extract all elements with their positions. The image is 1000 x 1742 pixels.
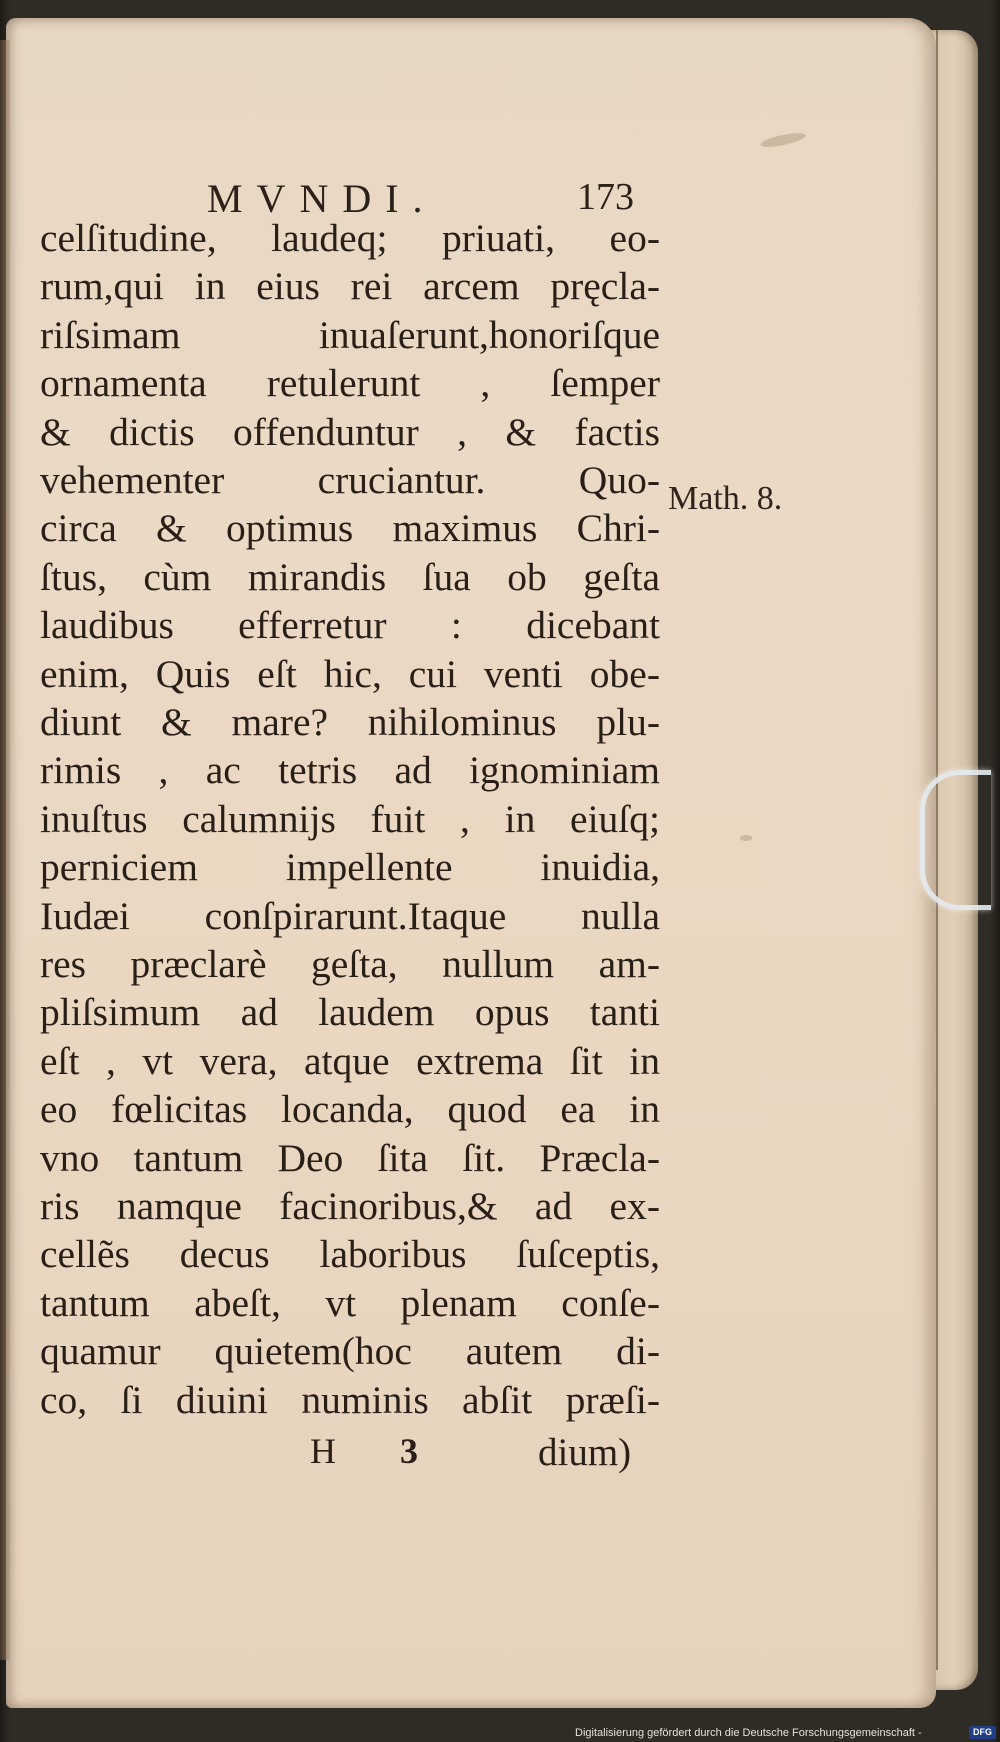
- text-line: enim, Quis eſt hic, cui venti obe-: [40, 651, 660, 696]
- text-line: & dictis offenduntur , & factis: [40, 409, 660, 454]
- text-line: ſtus, cùm mirandis ſua ob geſta: [40, 554, 660, 599]
- text-line: cellẽs decus laboribus ſuſceptis,: [40, 1232, 660, 1277]
- catchword: dium): [538, 1431, 632, 1474]
- digitization-credit: Digitalisierung gefördert durch die Deutsche Forschungsgemeinschaft -: [575, 1727, 922, 1739]
- text-line: ornamenta retulerunt , ſemper: [40, 361, 660, 406]
- marginal-note: Math. 8.: [668, 480, 783, 517]
- signature-number: 3: [400, 1431, 418, 1471]
- text-line: res præclarè geſta, nullum am-: [40, 942, 660, 986]
- text-line: celſitudine, laudeq; priuati, eo-: [40, 216, 660, 260]
- page-clip: [920, 770, 991, 910]
- signature-mark: H: [310, 1431, 336, 1471]
- text-line: eo fœlicitas locanda, quod ea in: [40, 1087, 660, 1132]
- ink-speck: [740, 835, 752, 841]
- text-line: diunt & mare? nihilominus plu-: [40, 700, 660, 744]
- text-line: eſt , vt vera, atque extrema ſit in: [40, 1038, 660, 1083]
- text-line: pliſsimum ad laudem opus tanti: [40, 990, 660, 1035]
- text-line: tantum abeſt, vt plenam conſe-: [40, 1280, 660, 1325]
- text-line: Iudæi conſpirarunt.Itaque nulla: [40, 893, 660, 938]
- text-line: rum,qui in eius rei arcem pręcla-: [40, 264, 660, 309]
- text-line: vehementer cruciantur. Quo-: [40, 458, 660, 502]
- text-line: vno tantum Deo ſita ſit. Præcla-: [40, 1135, 660, 1180]
- text-line: riſsimam inuaſerunt,honoriſque: [40, 312, 660, 357]
- text-line: ris namque facinoribus,& ad ex-: [40, 1184, 660, 1228]
- running-head: MVNDI.: [207, 176, 437, 221]
- text-line: laudibus efferretur : dicebant: [40, 603, 660, 648]
- text-line: rimis , ac tetris ad ignominiam: [40, 748, 660, 793]
- text-line: inuſtus calumnijs fuit , in eiuſq;: [40, 796, 660, 841]
- text-line: quamur quietem(hoc autem di-: [40, 1329, 660, 1374]
- text-line: co, ſi diuini numinis abſit præſi-: [40, 1377, 660, 1422]
- page-number: 173: [577, 176, 634, 218]
- spine-shadow: [0, 40, 10, 1660]
- text-line: circa & optimus maximus Chri-: [40, 506, 660, 551]
- text-line: perniciem impellente inuidia,: [40, 845, 660, 890]
- dfg-logo-icon: DFG: [969, 1726, 996, 1739]
